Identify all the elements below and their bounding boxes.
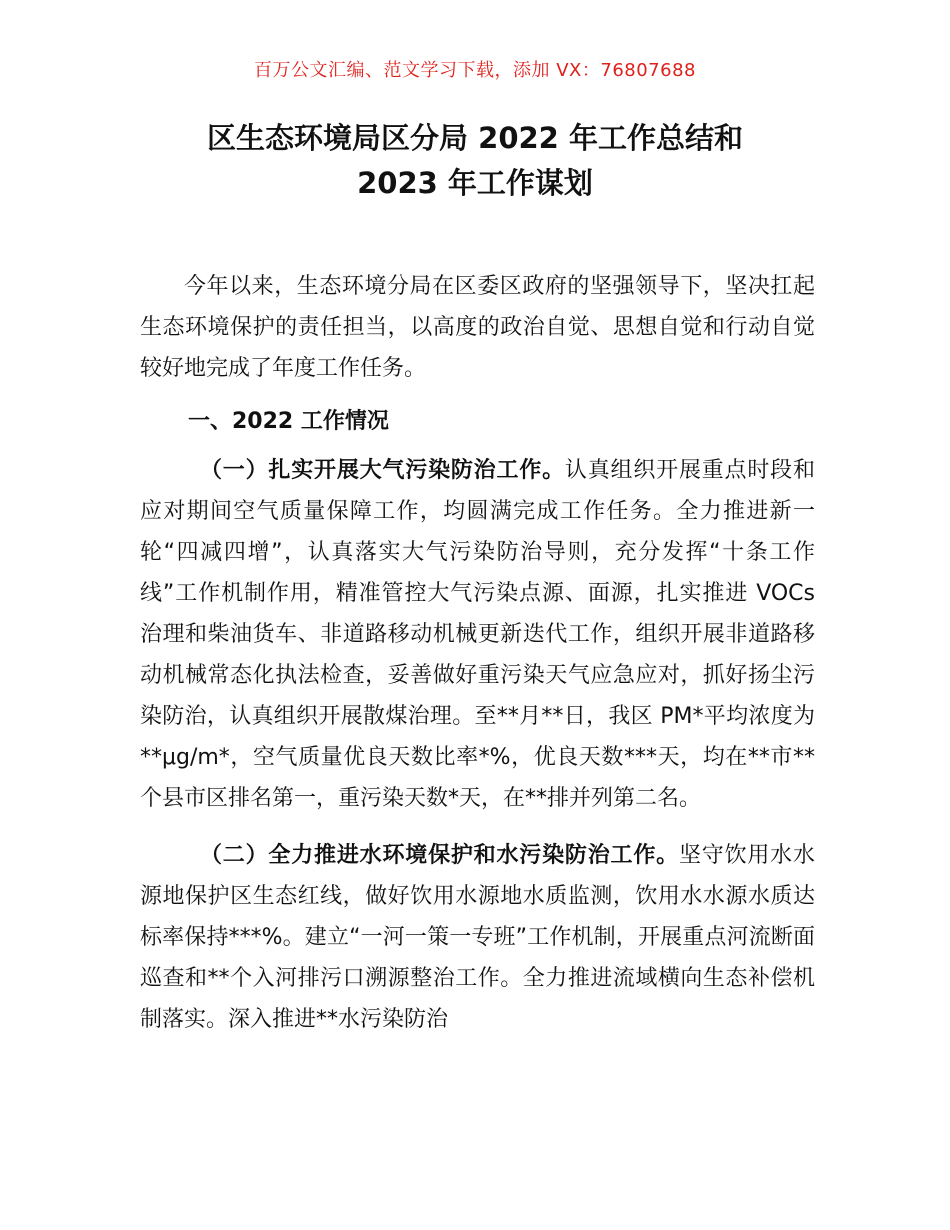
document-title [0, 116, 950, 206]
header-note: 百万公文汇编、范文学习下载，添加 VX：76807688 [254, 60, 696, 81]
subsection-text: 坚守饮用水水源地保护区生态红线，做好饮用水源地水质监测，饮用水水源水质达标率保持***%。建立“一河一策一专班”工作机制，开展重点河流断面巡查和**个入河排污口溯源整治工作。全力推进流域横向生态补偿机制落实。深入推进**水污染防治 [140, 843, 815, 1032]
subsection-water-pollution [140, 835, 815, 1040]
document-body [140, 266, 815, 1040]
intro-paragraph: 今年以来，生态环境分局在区委区政府的坚强领导下，坚决扛起生态环境保护的责任担当，以高度的政治自觉、思想自觉和行动自觉较好地完成了年度工作任务。 [140, 274, 815, 381]
title-line-1: 区生态环境局区分局 2022 年工作总结和 [207, 121, 743, 155]
subsection-lead: （一）扎实开展大气污染防治工作。 [200, 458, 565, 483]
subsection-lead: （二）全力推进水环境保护和水污染防治工作。 [200, 843, 679, 868]
section-heading: 一、2022 工作情况 [188, 409, 389, 434]
title-line-2: 2023 年工作谋划 [357, 166, 593, 200]
subsection-text: 认真组织开展重点时段和应对期间空气质量保障工作，均圆满完成工作任务。全力推进新一轮“四减四增”，认真落实大气污染防治导则，充分发挥“十条工作线”工作机制作用，精准管控大气污染点源、面源，扎实推进 VOCs 治理和柴油货车、非道路移动机械更新迭代工作，组织开展非道路移动机械常态化执法检查，妥善做好重污染天气应急应对，抓好扬尘污染防治，认真组织开展散煤治理。至**月**日，我区 PM*平均浓度为**μg/m*，空气质量优良天数比率*%，优良天数***天，均在**市**个县市区排名第一，重污染天数*天，在**排并列第二名。 [140, 458, 815, 811]
subsection-air-pollution [140, 450, 815, 819]
